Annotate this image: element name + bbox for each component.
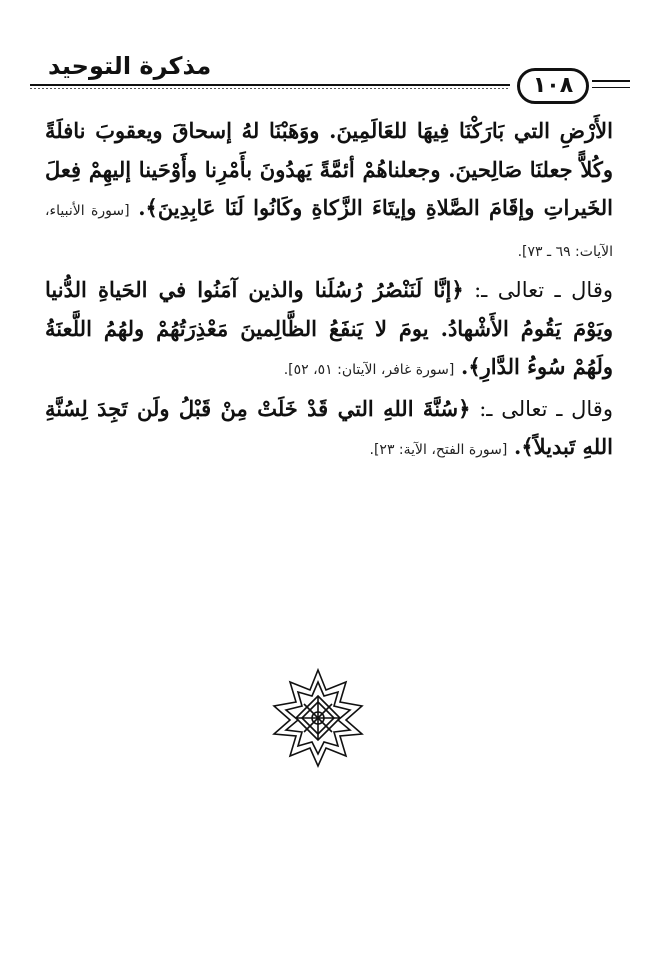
decorative-ornament-icon (268, 668, 368, 768)
header-rule-tail-thin (592, 87, 630, 88)
verse-reference: [سورة الفتح، الآية: ٢٣]. (369, 442, 508, 458)
verse-reference: [سورة الأنبياء، الآيات: ٦٩ ـ ٧٣]. (45, 203, 613, 260)
verse-text: ﴿سُنَّةَ اللهِ التي قَدْ خَلَتْ مِنْ قَبْلُ ولَن تَجِدَ لِسُنَّةِ اللهِ تَبديلاً﴾. (45, 395, 613, 459)
page-number: ١٠٨ (517, 68, 589, 104)
paragraph-1 (45, 112, 613, 271)
header-rule (30, 84, 510, 89)
verse-text: ﴿إنَّا لَنَنْصُرُ رُسُلَنا والذين آمَنُوا في الحَياةِ الدُّنيا ويَوْمَ يَقُومُ الأَشْهادُ. يومَ لا يَنفَعُ الظَّالِمينَ مَعْذِرَتُهُمْ ولهُمُ اللَّعنَةُ ولَهُمْ سُوءُ الدَّارِ﴾. (45, 277, 613, 379)
page-header (20, 40, 638, 120)
paragraph-3 (45, 390, 613, 470)
verse-text: الأَرْضِ التي بَارَكْنَا فِيهَا للعَالَمِينَ. ووَهَبْنَا لهُ إسحاقَ ويعقوبَ نافلَةً وكُلاًّ جعلنَا صَالِحينَ. وجعلناهُمْ أئمَّةً يَهدُونَ بأَمْرِنا وأَوْحَينا إليهِمْ فِعلَ الخَيراتِ وإقَامَ الصَّلاةِ وإيتَاءَ الزَّكاةِ وكَانُوا لَنَا عَابِدِينَ﴾. (45, 118, 613, 220)
intro-text: وقال ـ تعالى ـ: (470, 396, 613, 421)
running-title: مذكرة التوحيد (48, 52, 212, 80)
intro-text: وقال ـ تعالى ـ: (463, 278, 613, 302)
header-rule-tail (592, 80, 630, 82)
main-text (45, 112, 613, 470)
paragraph-2 (45, 271, 613, 390)
verse-reference: [سورة غافر، الآيتان: ٥١، ٥٢]. (283, 362, 455, 378)
